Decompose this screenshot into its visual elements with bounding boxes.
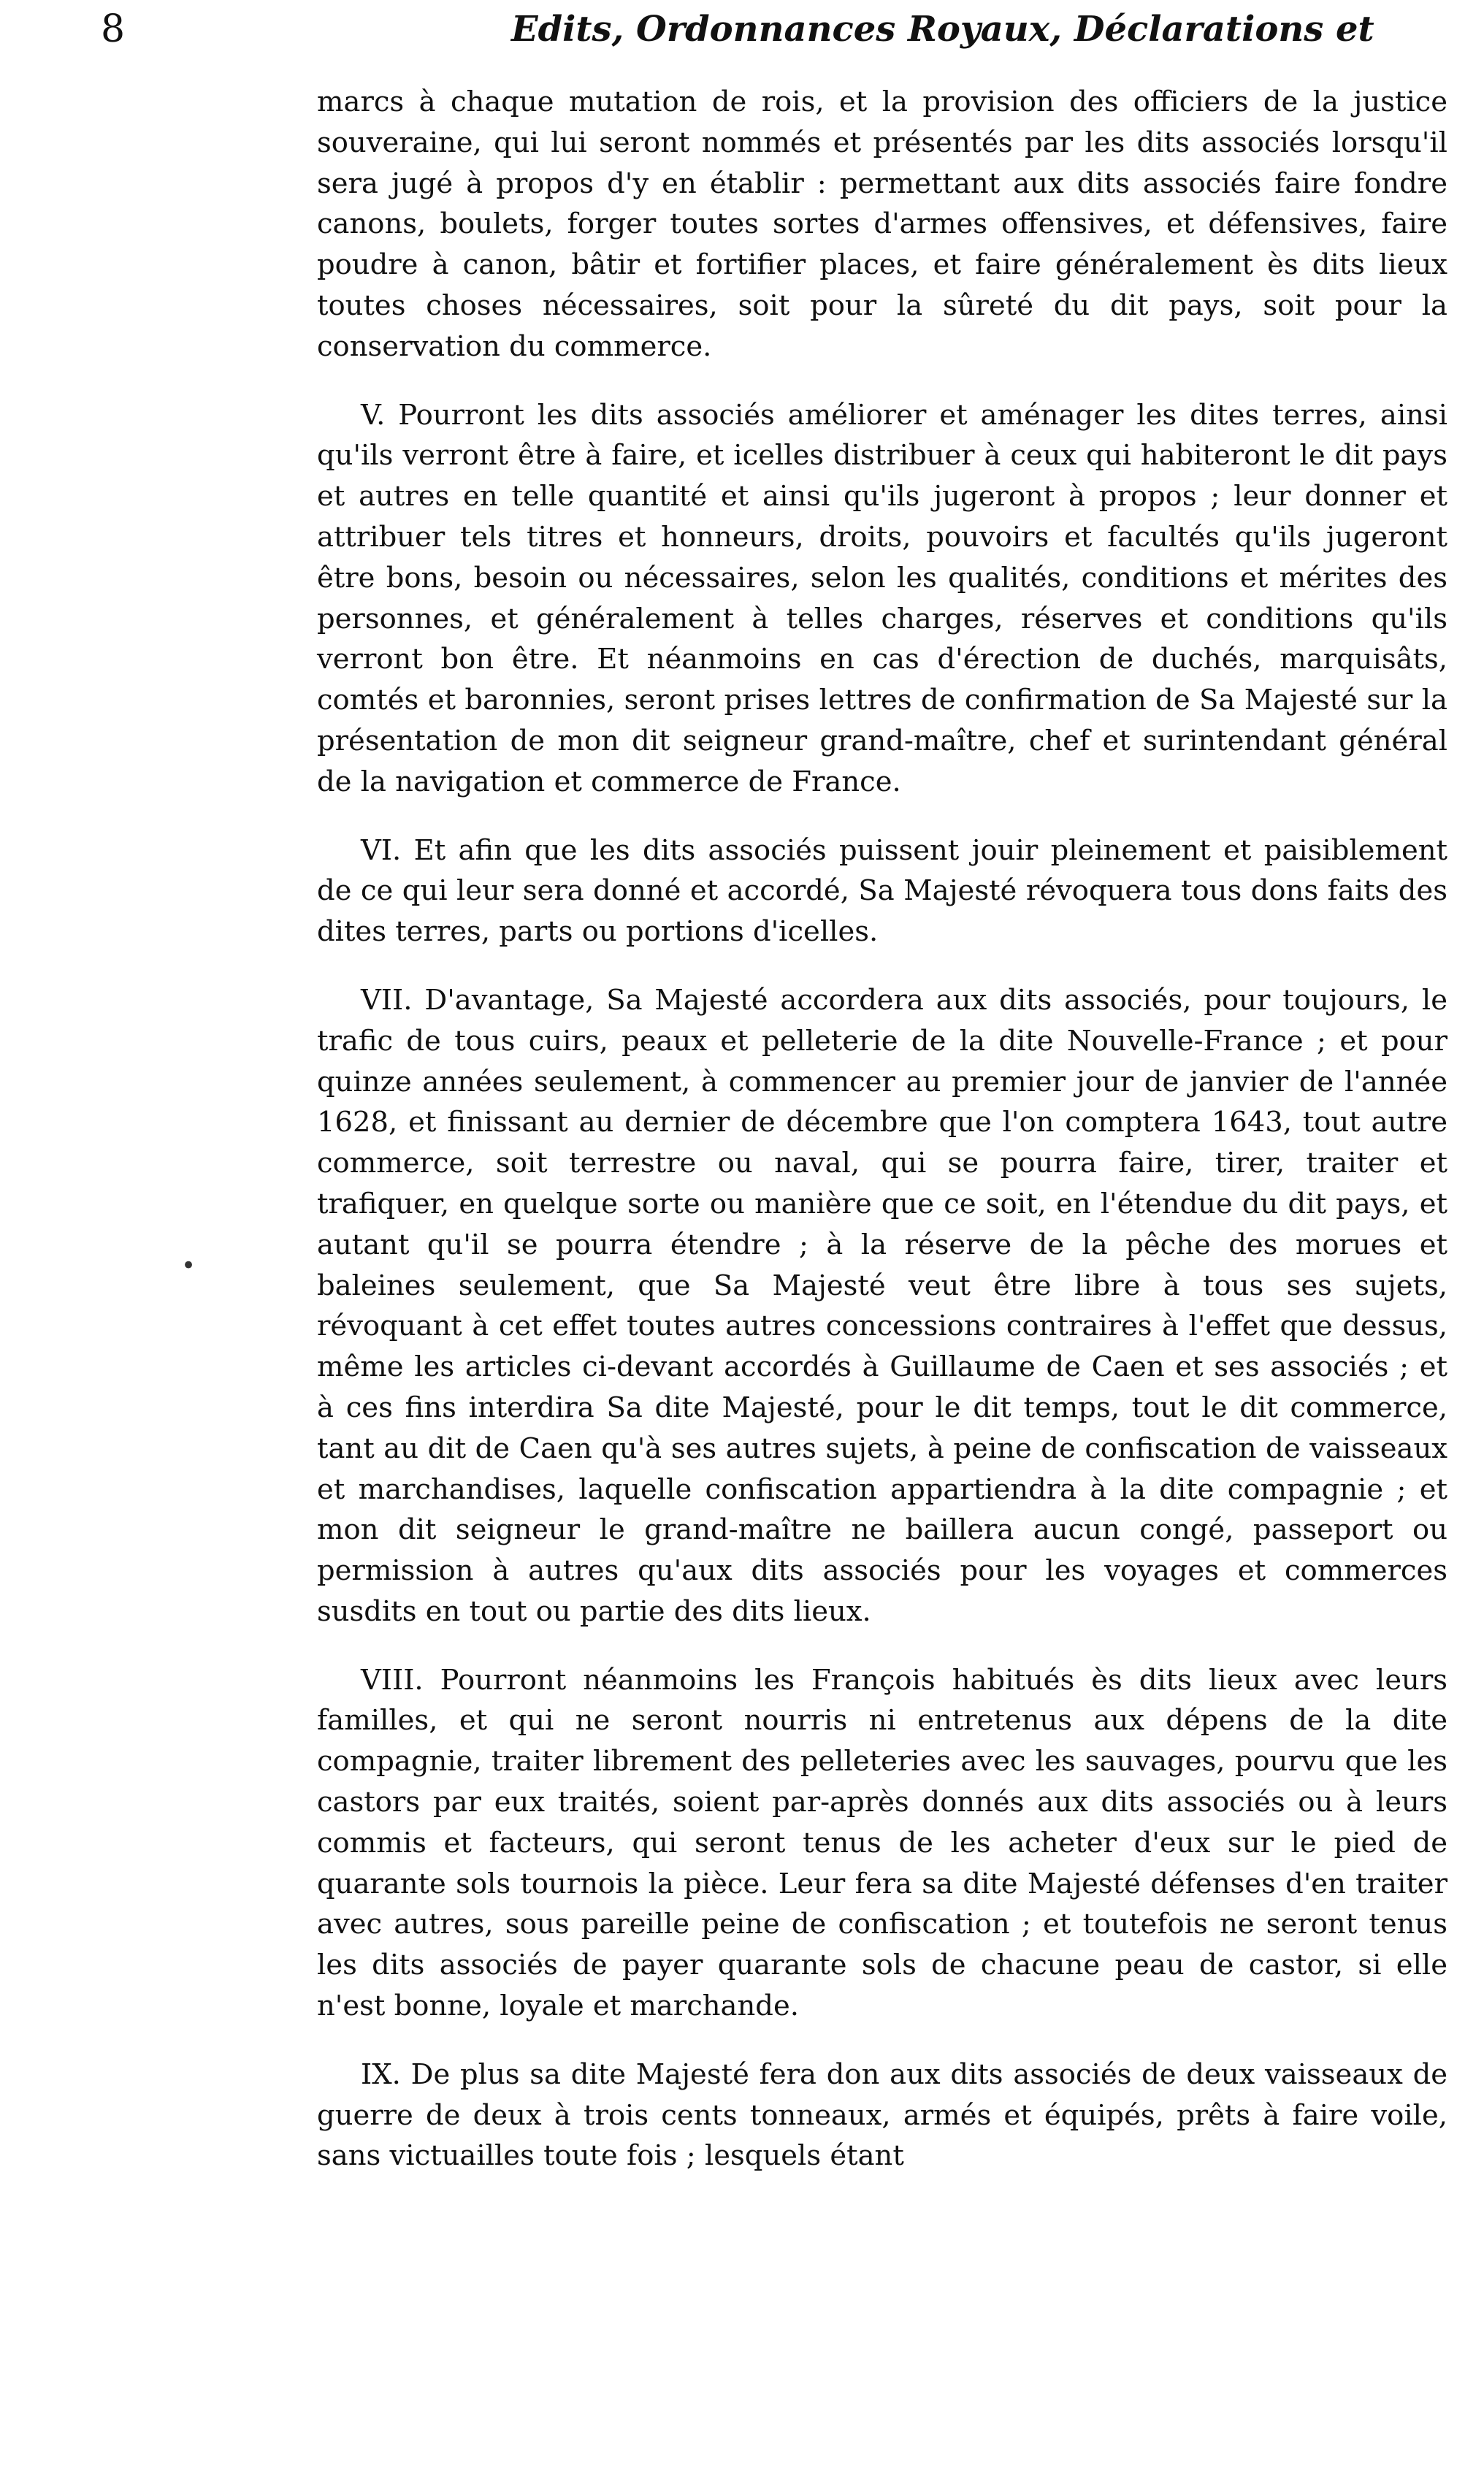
paragraph-article-ix: IX. De plus sa dite Majesté fera don aux dits associés de deux vaisseaux de guerre de deux à trois cents tonneaux, armés et équipés, prêts à faire voile, sans victuailles toute fois ; lesquels étant (317, 2057, 1447, 2173)
running-head: Edits, Ordonnances Royaux, Déclarations et (511, 9, 1374, 50)
paragraph-article-vii: VII. D'avantage, Sa Majesté accordera aux dits associés, pour toujours, le trafic de tous cuirs, peaux et pelleterie de la dite Nouvelle-France ; et pour quinze années seulement, à commencer au premier jour de janvier de l'année 1628, et finissant au dernier de décembre que l'on comptera 1643, tout autre commerce, soit terrestre ou naval, qui se pourra faire, tirer, traiter et trafiquer, en quelque sorte ou manière que ce soit, en l'étendue du dit pays, et autant qu'il se pourra étendre ; à la réserve de la pêche des morues et baleines seulement, que Sa Majesté veut être libre à tous ses sujets, révoquant à cet effet toutes autres concessions contraires à l'effet que dessus, même les articles ci-devant accordés à Guillaume de Caen et ses associés ; et à ces fins interdira Sa dite Majesté, pour le dit temps, tout le dit commerce, tant au dit de Caen qu'à ses autres sujets, à peine de confiscation de vaisseaux et marchandises, laquelle confiscation appartiendra à la dite compagnie ; et mon dit seigneur le grand-maître ne baillera aucun congé, passeport ou permission à autres qu'aux dits associés pour les voyages et commerces susdits en tout ou partie des dits lieux. (317, 983, 1447, 1628)
paragraph-article-viii: VIII. Pourront néanmoins les François habitués ès dits lieux avec leurs familles, et qui ne seront nourris ni entretenus aux dépens de la dite compagnie, traiter librement des pelleteries avec les sauvages, pourvu que les castors par eux traités, soient par-après donnés aux dits associés ou à leurs commis et facteurs, qui seront tenus de les acheter d'eux sur le pied de quarante sols tournois la pièce. Leur fera sa dite Majesté défenses d'en traiter avec autres, sous pareille peine de confiscation ; et toutefois ne seront tenus les dits associés de payer quarante sols de chacune peau de castor, si elle n'est bonne, loyale et marchande. (317, 1663, 1447, 2023)
paragraph-continued: marcs à chaque mutation de rois, et la provision des officiers de la justice souveraine, qui lui seront nommés et présentés par les dits associés lorsqu'il sera jugé à propos d'y en établir : permettant aux dits associés faire fondre canons, boulets, forger toutes sortes d'armes offensives, et défensives, faire poudre à canon, bâtir et fortifier places, et faire généralement ès dits lieux toutes choses nécessaires, soit pour la sûreté du dit pays, soit pour la conservation du commerce. (317, 85, 1447, 363)
page-number: 8 (101, 7, 126, 51)
body-text (317, 82, 1447, 2204)
paragraph-article-vi: VI. Et afin que les dits associés puissent jouir pleinement et paisiblement de ce qui leur sera donné et accordé, Sa Majesté révoquera tous dons faits des dites terres, parts ou portions d'icelles. (317, 833, 1447, 949)
margin-mark: • (181, 1251, 196, 1280)
paragraph-article-v: V. Pourront les dits associés améliorer et aménager les dites terres, ainsi qu'ils verront être à faire, et icelles distribuer à ceux qui habiteront le dit pays et autres en telle quantité et ainsi qu'ils jugeront à propos ; leur donner et attribuer tels titres et honneurs, droits, pouvoirs et facultés qu'ils jugeront être bons, besoin ou nécessaires, selon les qualités, conditions et mérites des personnes, et généralement à telles charges, réserves et conditions qu'ils verront bon être. Et néanmoins en cas d'érection de duchés, marquisâts, comtés et baronnies, seront prises lettres de confirmation de Sa Majesté sur la présentation de mon dit seigneur grand-maître, chef et surintendant général de la navigation et commerce de France. (317, 398, 1447, 798)
